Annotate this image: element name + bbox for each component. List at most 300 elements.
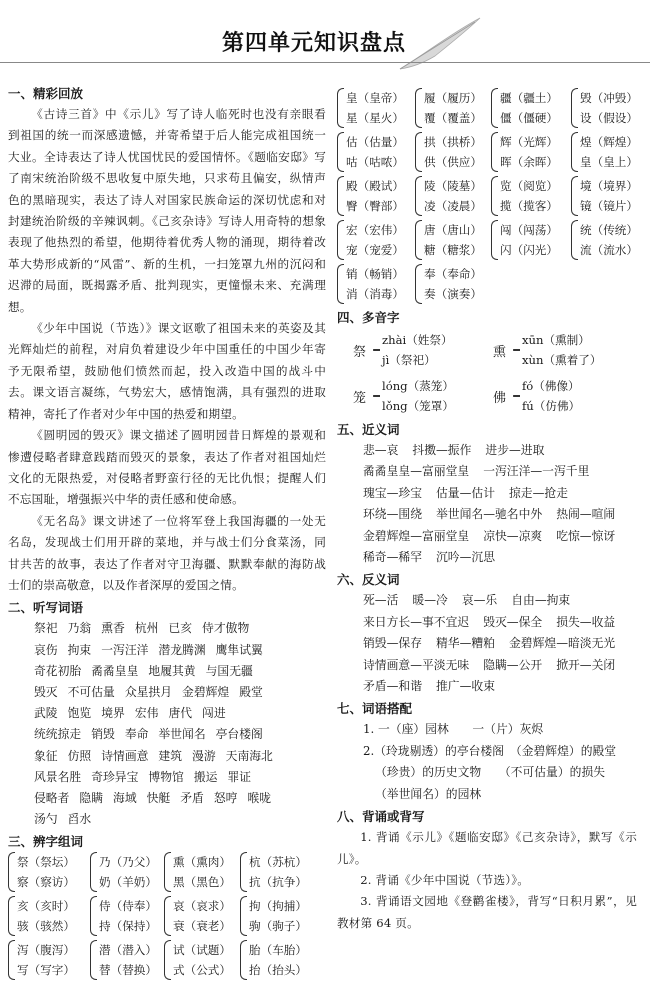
char-group-rows <box>99 940 157 980</box>
vocab-word: 风景名胜 <box>34 769 82 784</box>
char-group <box>337 132 409 172</box>
polyphone-readings <box>382 376 454 416</box>
synonym-pair: 沉吟—沉思 <box>436 550 495 565</box>
char-group <box>240 852 312 892</box>
char-word: 僵（僵硬） <box>500 111 558 125</box>
header <box>0 26 650 66</box>
vocab-line <box>34 724 326 745</box>
brace-icon <box>8 940 15 980</box>
char-word: 估（估量） <box>346 135 404 149</box>
char-word: 销（畅销） <box>346 267 404 281</box>
char-groups-left <box>8 852 326 980</box>
section-heading: 三、辨字组词 <box>8 834 84 850</box>
char-group <box>571 132 645 172</box>
vocab-word: 不可估量 <box>67 684 115 699</box>
vocab-line <box>34 640 326 661</box>
polyphone-readings <box>382 330 453 370</box>
char-word: 试（试题） <box>173 943 231 958</box>
vocab-word: 侵略者 <box>34 790 70 805</box>
char-group-rows <box>173 896 231 936</box>
vocab-word: 侍才傲物 <box>202 621 250 636</box>
dictation-list <box>8 618 326 830</box>
char-word: 凌（凌晨） <box>424 199 482 213</box>
brace-icon <box>513 395 520 397</box>
char-group <box>571 176 645 216</box>
vocab-word: 汤勺 <box>34 812 58 827</box>
vocab-line <box>34 809 326 830</box>
vocab-word: 建筑 <box>158 748 183 763</box>
brace-icon <box>164 852 171 892</box>
char-group-rows <box>500 132 558 172</box>
synonym-line <box>363 547 637 568</box>
section-heading: 一、精彩回放 <box>8 86 84 101</box>
char-group <box>8 852 84 892</box>
vocab-line <box>34 703 326 724</box>
brace-icon <box>571 176 578 216</box>
char-group-rows <box>580 132 638 172</box>
char-group <box>337 176 409 216</box>
char-group <box>8 940 84 980</box>
char-word: 闯（闯荡） <box>500 223 558 237</box>
char-word: 宠（宠爱） <box>346 243 404 257</box>
antonym-pair: 哀—乐 <box>461 593 498 608</box>
collocation-line: （举世闻名）的园林 <box>375 786 482 801</box>
brace-icon <box>90 940 97 980</box>
vocab-word: 与国无疆 <box>205 663 253 678</box>
vocab-word: 象征 <box>34 748 58 763</box>
brace-icon <box>164 896 171 936</box>
char-group-rows <box>17 940 75 980</box>
right-column <box>337 86 637 934</box>
char-word: 抗（抗争） <box>249 875 307 890</box>
vocab-word: 金碧辉煌 <box>182 684 230 699</box>
brace-icon <box>90 852 97 892</box>
antonym-pair: 隐瞒—公开 <box>483 657 543 672</box>
char-word: 皇（皇上） <box>580 155 638 169</box>
recite-item: 1. 背诵《示儿》《题临安邸》《己亥杂诗》，默写《示儿》。 <box>337 830 637 866</box>
synonym-line <box>363 461 637 482</box>
vocab-word: 奇珍异宝 <box>91 769 139 784</box>
vocab-word: 奉命 <box>124 727 149 742</box>
vocab-word: 闯进 <box>202 706 226 721</box>
vocab-line <box>34 788 326 809</box>
synonym-pair: 抖擞—振作 <box>412 443 472 457</box>
char-group <box>491 176 565 216</box>
char-group <box>491 220 565 260</box>
char-word: 供（供应） <box>424 155 482 169</box>
char-group <box>90 940 158 980</box>
recite-item: 3. 背诵语文园地《登鹳雀楼》，背写“日积月累”，见教材第 64 页。 <box>337 894 637 930</box>
polyphone-reading: zhài（姓祭） <box>382 333 453 347</box>
char-group-rows <box>173 940 231 980</box>
char-group <box>415 132 485 172</box>
char-word: 奉（奉命） <box>424 267 482 281</box>
char-group <box>164 852 234 892</box>
synonym-pair: 一泻汪洋—一泻千里 <box>483 464 590 479</box>
synonym-line <box>363 440 637 461</box>
synonym-pair: 吃惊—惊讶 <box>556 528 616 543</box>
char-word: 侍（侍奉） <box>99 899 157 914</box>
brace-icon <box>8 852 15 892</box>
char-word: 览（阅览） <box>500 179 558 193</box>
vocab-word: 舀水 <box>67 812 92 827</box>
brace-icon <box>337 176 344 216</box>
brace-icon <box>8 896 15 936</box>
vocab-word: 诗情画意 <box>101 748 149 763</box>
char-group-rows <box>346 176 404 216</box>
vocab-word: 已亥 <box>168 621 193 636</box>
brace-icon <box>415 176 422 216</box>
char-word: 哀（哀求） <box>173 899 231 914</box>
vocab-line <box>34 682 326 703</box>
vocab-word: 矛盾 <box>180 790 204 805</box>
synonym-pair: 凉快—凉爽 <box>483 528 543 543</box>
vocab-word: 仿照 <box>67 748 92 763</box>
char-group-rows <box>424 88 482 128</box>
char-group <box>491 88 565 128</box>
vocab-word: 亭台楼阁 <box>215 727 263 742</box>
vocab-word: 宏伟 <box>134 706 159 721</box>
synonym-line <box>363 526 637 547</box>
polyphone-list <box>353 330 637 416</box>
char-word: 拘（拘捕） <box>249 899 307 914</box>
polyphone-reading: lǒng（笼罩） <box>382 399 454 413</box>
brace-icon <box>337 132 344 172</box>
antonym-pair: 矛盾—和谐 <box>363 679 422 694</box>
char-word: 衰（衰老） <box>173 919 231 934</box>
brace-icon <box>240 940 247 980</box>
polyphone-readings <box>522 330 601 370</box>
char-word: 辉（光辉） <box>500 135 558 149</box>
synonym-line <box>363 504 637 525</box>
char-group <box>240 896 312 936</box>
brace-icon <box>337 88 344 128</box>
collocation-line: （珍贵）的历史文物 （不可估量）的损失 <box>375 765 606 780</box>
antonym-list <box>337 590 637 697</box>
char-word: 杭（苏杭） <box>249 855 307 870</box>
vocab-word: 矞矞皇皇 <box>91 663 139 678</box>
char-group <box>415 264 485 304</box>
antonym-line <box>363 633 637 654</box>
vocab-word: 拘束 <box>67 642 92 657</box>
polyphone-item <box>493 330 633 370</box>
brace-icon <box>513 349 520 351</box>
polyphone-item <box>353 376 493 416</box>
char-groups-right <box>337 88 637 304</box>
polyphone-reading: fú（仿佛） <box>522 399 581 413</box>
char-word: 黑（黑色） <box>173 875 231 890</box>
vocab-word: 漫游 <box>192 748 216 763</box>
synonym-pair: 进步—进取 <box>485 443 545 457</box>
char-group-rows <box>424 220 482 260</box>
polyphone-reading: xùn（熏着了） <box>522 353 602 367</box>
polyphone-item <box>353 330 493 370</box>
vocab-word: 喉咙 <box>247 790 272 805</box>
char-word: 疆（疆土） <box>500 91 558 105</box>
char-group <box>491 132 565 172</box>
char-group <box>240 940 312 980</box>
char-group-rows <box>249 896 307 936</box>
left-column <box>8 82 326 984</box>
section-heading: 七、词语搭配 <box>337 701 413 717</box>
char-group-rows <box>500 88 558 128</box>
antonym-pair: 诗情画意—平淡无味 <box>363 657 470 672</box>
vocab-word: 毁灭 <box>34 684 58 699</box>
vocab-word: 熏香 <box>101 621 125 636</box>
polyphone-item <box>493 376 633 416</box>
collocation-line: 1. 一（座）园林 一（片）灰烬 <box>363 722 544 737</box>
char-group-rows <box>580 220 638 260</box>
antonym-line <box>363 590 637 611</box>
polyphone-reading: fó（佛像） <box>522 379 580 393</box>
char-group-rows <box>346 132 404 172</box>
vocab-word: 众星拱月 <box>124 684 173 699</box>
antonym-line <box>363 655 637 676</box>
antonym-pair: 金碧辉煌—暗淡无光 <box>509 636 616 651</box>
char-word: 乃（乃父） <box>99 855 157 870</box>
char-word: 胎（车胎） <box>249 943 307 958</box>
antonym-pair: 销毁—保存 <box>363 636 422 651</box>
vocab-word: 潜龙腾渊 <box>158 642 206 657</box>
antonym-pair: 暖—冷 <box>412 593 448 608</box>
antonym-pair: 掀开—关闭 <box>556 657 616 672</box>
vocab-word: 哀伤 <box>34 642 58 657</box>
char-group-rows <box>17 852 75 892</box>
vocab-line <box>34 746 326 767</box>
brace-icon <box>491 132 498 172</box>
char-group <box>337 220 409 260</box>
vocab-word: 罪证 <box>227 769 252 784</box>
brace-icon <box>240 852 247 892</box>
paragraph: 《圆明园的毁灭》课文描述了圆明园昔日辉煌的景观和惨遭侵略者肆意践踏而毁灭的景象，表达了作者对祖国灿烂文化的无限热爱，对侵略者野蛮行径的无比仇恨；提醒人们不忘国耻，增强振兴中华的责任感和使命感。 <box>8 428 326 507</box>
char-group-rows <box>580 88 638 128</box>
vocab-word: 搬运 <box>193 769 218 784</box>
antonym-pair: 损失—收益 <box>556 614 616 629</box>
char-group-rows <box>346 88 404 128</box>
char-word: 消（消毒） <box>346 287 404 301</box>
char-group <box>90 852 158 892</box>
char-word: 熏（熏肉） <box>173 855 231 870</box>
polyphone-char: 祭 <box>353 344 367 360</box>
char-word: 闪（闪光） <box>500 243 558 257</box>
vocab-word: 唐代 <box>168 706 193 721</box>
antonym-line <box>363 676 637 697</box>
synonym-pair: 热闹—喧闹 <box>556 507 616 522</box>
char-word: 抬（抬头） <box>249 963 307 978</box>
polyphone-char: 佛 <box>493 390 507 406</box>
char-word: 察（察访） <box>17 875 75 890</box>
char-word: 境（境界） <box>580 179 638 193</box>
brace-icon <box>337 220 344 260</box>
vocab-word: 鹰隼试翼 <box>215 642 263 657</box>
vocab-word: 隐瞒 <box>79 790 104 805</box>
brace-icon <box>90 896 97 936</box>
section-heading: 二、听写词语 <box>8 600 84 616</box>
vocab-word: 统统掠走 <box>34 727 82 742</box>
brace-icon <box>240 896 247 936</box>
synonym-pair: 矞矞皇皇—富丽堂皇 <box>363 464 470 479</box>
collocation-line: 2.（玲珑剔透）的亭台楼阁 （金碧辉煌）的殿堂 <box>363 743 617 758</box>
char-group-rows <box>249 852 307 892</box>
vocab-word: 天南海北 <box>225 748 273 763</box>
char-word: 晖（余晖） <box>500 155 558 169</box>
char-group <box>415 176 485 216</box>
section-heading: 四、多音字 <box>337 310 400 325</box>
paragraph: 《少年中国说（节选）》课文讴歌了祖国未来的英姿及其光辉灿烂的前程，对肩负着建设少年中国重任的中国少年寄予无限希望，鼓励他们愤然而起，投入改造中国的战斗中去。课文语言凝练，气势宏大，感情饱满，具有强烈的进取精神，寄托了作者对少年中国的热爱和期望。 <box>8 321 326 421</box>
char-group-rows <box>17 896 75 936</box>
char-group <box>337 264 409 304</box>
char-group <box>337 88 409 128</box>
synonym-pair: 环绕—围绕 <box>363 507 422 522</box>
vocab-word: 一泻汪洋 <box>101 642 149 657</box>
section-heading: 六、反义词 <box>337 572 400 588</box>
char-group <box>164 940 234 980</box>
paragraph: 《古诗三首》中《示儿》写了诗人临死时也没有亲眼看到祖国的统一而深感遗憾，并寄希望于后人能完成祖国统一大业。全诗表达了诗人忧国忧民的爱国情怀。《题临安邸》写了南宋统治阶级不思收复中原失地，只求苟且偏安，纵情声色的黑暗现实，表达了诗人对国家民族命运的深切忧虑和对封建统治阶级的辛辣讽刺。《己亥杂诗》写诗人用奇特的想象表现了他热烈的希望，他期待着优秀人物的涌现，期待着改革大势形成新的“风雷”、新的生机，一扫笼罩九州的沉闷和迟滞的局面，既揭露矛盾、批判现实，更憧憬未来、充满理想。 <box>8 107 326 314</box>
antonym-pair: 死—活 <box>363 593 399 608</box>
brace-icon <box>373 349 380 351</box>
vocab-word: 销毁 <box>91 727 115 742</box>
char-word: 宏（宏伟） <box>346 223 404 237</box>
vocab-word: 举世闻名 <box>158 727 206 742</box>
char-group <box>90 896 158 936</box>
char-group-rows <box>424 176 482 216</box>
brace-icon <box>415 220 422 260</box>
char-group-rows <box>99 896 157 936</box>
char-word: 拱（拱桥） <box>424 135 482 149</box>
char-word: 皇（皇帝） <box>346 91 404 105</box>
polyphone-char: 笼 <box>353 390 367 406</box>
page-title: 第四单元知识盘点 <box>222 31 407 56</box>
char-word: 祭（祭坛） <box>17 855 75 870</box>
polyphone-reading: jì（祭祀） <box>382 353 436 367</box>
vocab-word: 怒哼 <box>213 790 238 805</box>
brace-icon <box>415 132 422 172</box>
brace-icon <box>571 88 578 128</box>
brace-icon <box>571 220 578 260</box>
char-group-rows <box>424 264 482 304</box>
vocab-line <box>34 661 326 682</box>
polyphone-reading: xūn（熏制） <box>522 333 590 347</box>
synonym-pair: 稀奇—稀罕 <box>363 550 422 565</box>
synonym-list <box>337 440 637 568</box>
char-group-rows <box>424 132 482 172</box>
antonym-pair: 自由—拘束 <box>511 593 571 608</box>
polyphone-readings <box>522 376 580 416</box>
char-group <box>571 220 645 260</box>
char-group-rows <box>249 940 307 980</box>
char-group <box>415 88 485 128</box>
char-word: 亥（亥时） <box>17 899 75 914</box>
vocab-word: 乃翁 <box>67 621 92 636</box>
char-group-rows <box>99 852 157 892</box>
antonym-pair: 精华—糟粕 <box>436 636 495 651</box>
vocab-word: 境界 <box>101 706 125 721</box>
synonym-pair: 金碧辉煌—富丽堂皇 <box>363 528 470 543</box>
recite-list <box>337 827 637 934</box>
char-word: 毁（冲毁） <box>580 91 638 105</box>
polyphone-reading: lóng（蒸笼） <box>382 379 454 393</box>
vocab-line <box>34 767 326 788</box>
brace-icon <box>491 176 498 216</box>
char-word: 揽（揽客） <box>500 199 558 213</box>
synonym-pair: 悲—哀 <box>363 443 399 457</box>
paragraph: 《无名岛》课文讲述了一位将军登上我国海疆的一处无名岛，发现战士们用开辟的菜地，并与战士们分食菜汤，同甘共苦的故事，表达了作者对守卫海疆、默默奉献的海防战士们的崇高敬意，以及作者深厚的爱国之情。 <box>8 513 326 592</box>
synonym-pair: 举世闻名—驰名中外 <box>436 507 543 522</box>
char-word: 式（公式） <box>173 963 231 978</box>
char-group-rows <box>346 264 404 304</box>
brace-icon <box>415 88 422 128</box>
brace-icon <box>164 940 171 980</box>
collocation-list <box>337 719 637 805</box>
vocab-word: 奇花初胎 <box>34 663 82 678</box>
brace-icon <box>373 395 380 397</box>
char-group <box>164 896 234 936</box>
char-group-rows <box>500 220 558 260</box>
char-word: 臀（臀部） <box>346 199 404 213</box>
char-group <box>415 220 485 260</box>
char-group-rows <box>500 176 558 216</box>
char-word: 糖（糖浆） <box>424 243 482 257</box>
char-word: 唐（唐山） <box>424 223 482 237</box>
vocab-word: 海域 <box>113 790 137 805</box>
vocab-word: 地履其黄 <box>148 663 196 678</box>
char-word: 殿（殿试） <box>346 179 404 193</box>
synonym-line <box>363 483 637 504</box>
char-group-rows <box>580 176 638 216</box>
char-word: 潜（潜入） <box>99 943 157 958</box>
char-group <box>8 896 84 936</box>
feather-icon <box>395 14 485 74</box>
vocab-word: 饱览 <box>67 706 92 721</box>
char-word: 履（履历） <box>424 91 482 105</box>
vocab-word: 杭州 <box>134 621 159 636</box>
antonym-pair: 来日方长—事不宜迟 <box>363 614 470 629</box>
brace-icon <box>415 264 422 304</box>
char-word: 统（传统） <box>580 223 638 237</box>
char-word: 覆（覆盖） <box>424 111 482 125</box>
antonym-pair: 毁灭—保全 <box>483 614 543 629</box>
vocab-word: 博物馆 <box>148 769 184 784</box>
brace-icon <box>491 88 498 128</box>
brace-icon <box>571 132 578 172</box>
char-group-rows <box>346 220 404 260</box>
char-word: 写（写字） <box>17 963 75 978</box>
recite-item: 2. 背诵《少年中国说（节选）》。 <box>360 872 530 887</box>
char-word: 星（星火） <box>346 111 404 125</box>
synonym-pair: 估量—估计 <box>436 485 495 500</box>
char-word: 泻（腹泻） <box>17 943 75 958</box>
brace-icon <box>491 220 498 260</box>
polyphone-char: 熏 <box>493 344 507 360</box>
char-word: 设（假设） <box>580 111 638 125</box>
char-group-rows <box>173 852 231 892</box>
char-word: 驹（驹子） <box>249 919 307 934</box>
antonym-line <box>363 612 637 633</box>
char-word: 咕（咕哝） <box>346 155 404 169</box>
brace-icon <box>337 264 344 304</box>
section-heading: 八、背诵或背写 <box>337 809 425 825</box>
vocab-word: 武陵 <box>34 706 58 721</box>
vocab-word: 祭祀 <box>34 621 58 636</box>
char-word: 镜（镜片） <box>580 199 638 213</box>
char-word: 陵（陵墓） <box>424 179 482 193</box>
title-divider <box>0 62 650 63</box>
antonym-pair: 推广—收束 <box>436 679 495 694</box>
synonym-pair: 掠走—抢走 <box>509 485 568 500</box>
vocab-word: 殿堂 <box>239 684 263 699</box>
char-word: 持（保持） <box>99 919 157 934</box>
char-word: 替（替换） <box>99 963 157 978</box>
